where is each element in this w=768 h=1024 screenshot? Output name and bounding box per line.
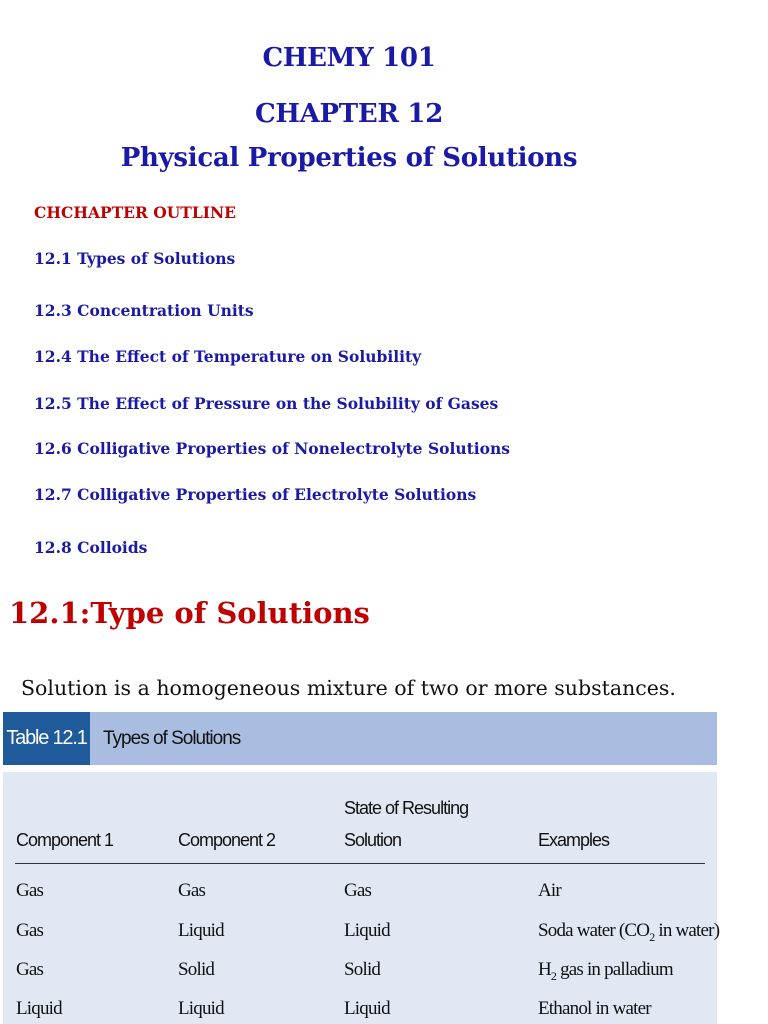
table-cell: $H_2$ gas in palladium	[538, 959, 673, 983]
table-cell: Liquid	[178, 920, 224, 941]
column-header-state: State of Resulting Solution	[344, 798, 469, 850]
table-cell: Liquid	[178, 998, 224, 1019]
table-title: Types of Solutions	[103, 728, 241, 749]
course-title: CHEMY 101	[262, 43, 436, 73]
table-cell: Soda water ($CO_2$ in water)	[538, 920, 720, 944]
header-rule	[15, 863, 705, 864]
table-cell: Gas	[16, 959, 44, 980]
outline-item: 12.4 The Effect of Temperature on Solubility	[34, 347, 422, 366]
table-cell: Liquid	[344, 920, 390, 941]
table-cell: Liquid	[16, 998, 62, 1019]
column-header-component-1: Component 1	[16, 830, 114, 850]
table-number: Table 12.1	[3, 712, 90, 765]
outline-item: 12.3 Concentration Units	[34, 301, 254, 320]
outline-heading: CHCHAPTER OUTLINE	[34, 203, 236, 222]
outline-item: 12.6 Colligative Properties of Nonelectrolyte Solutions	[34, 439, 511, 458]
chapter-subtitle: Physical Properties of Solutions	[120, 143, 578, 173]
outline-item: 12.1 Types of Solutions	[34, 249, 236, 268]
outline-item: 12.7 Colligative Properties of Electrolyte Solutions	[34, 485, 477, 504]
table-cell: Ethanol in water	[538, 998, 651, 1019]
column-header-examples: Examples	[538, 830, 610, 850]
solutions-table	[3, 772, 720, 1024]
section-heading: 12.1:Type of Solutions	[9, 596, 370, 630]
intro-text: Solution is a homogeneous mixture of two or more substances.	[21, 676, 676, 700]
table-cell: Gas	[16, 880, 44, 901]
table-cell: Gas	[16, 920, 44, 941]
table-cell: Gas	[178, 880, 206, 901]
table-caption-bar	[3, 712, 717, 765]
column-header-component-2: Component 2	[178, 830, 276, 850]
outline-item: 12.5 The Effect of Pressure on the Solubility of Gases	[34, 394, 499, 413]
table-cell: Gas	[344, 880, 372, 901]
chapter-title: CHAPTER 12	[255, 99, 443, 129]
table-cell: Liquid	[344, 998, 390, 1019]
table-cell: Air	[538, 880, 561, 901]
table-cell: Solid	[344, 959, 381, 980]
table-cell: Solid	[178, 959, 215, 980]
outline-item: 12.8 Colloids	[34, 538, 148, 557]
